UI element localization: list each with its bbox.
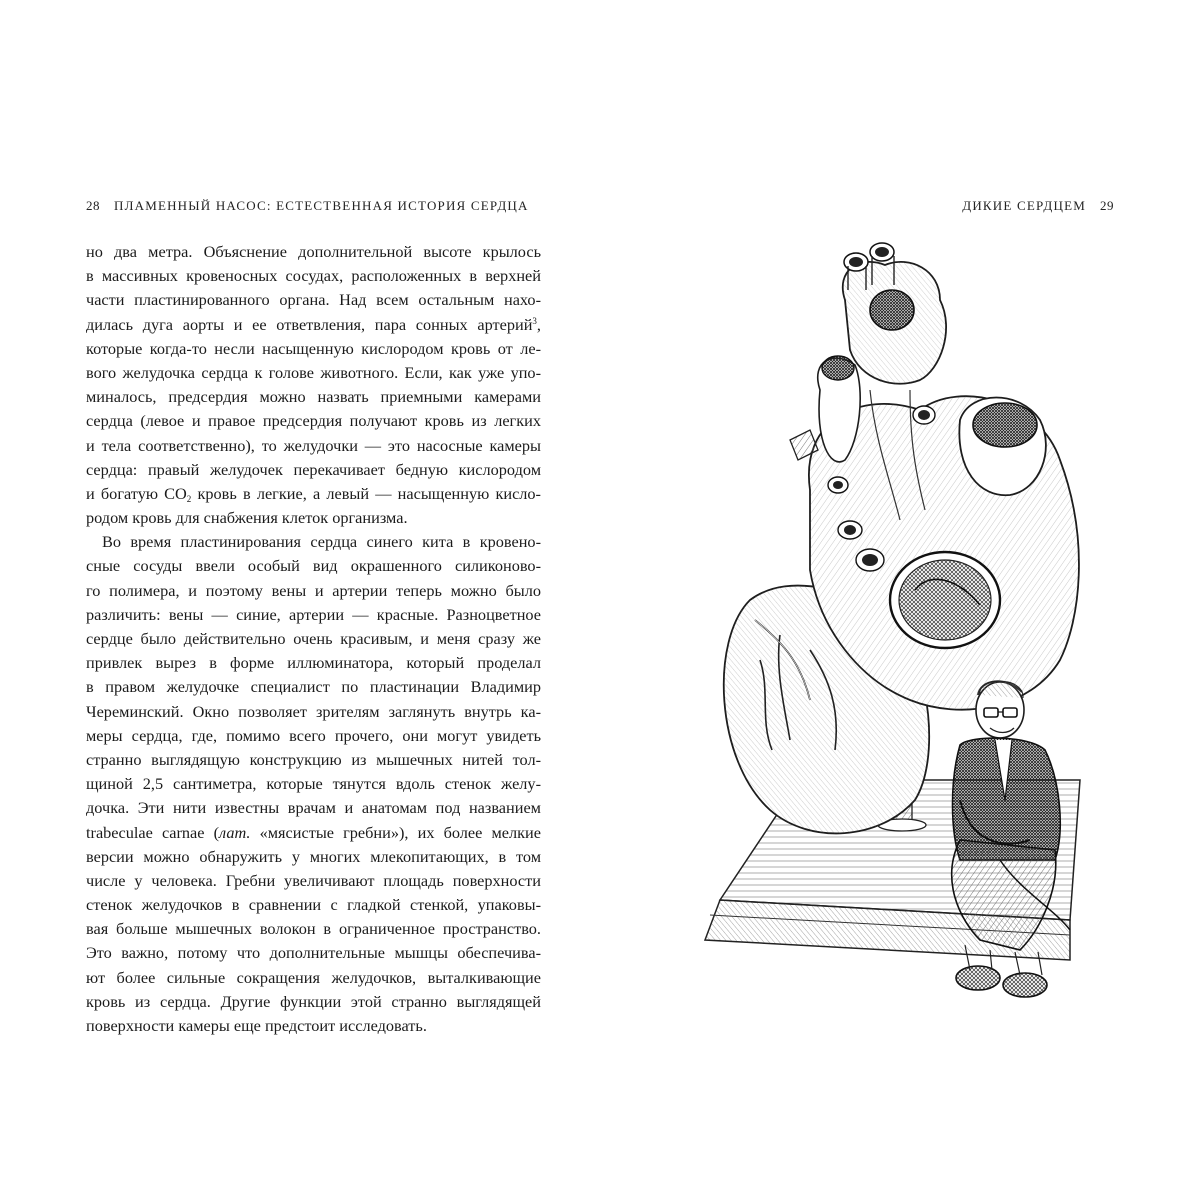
heart-illustration [660,240,1130,1010]
running-head-title-left: ПЛАМЕННЫЙ НАСОС: ЕСТЕСТВЕННАЯ ИСТОРИЯ СЕРДЦА [114,198,529,213]
text-line: которые когда-то несли насыщенную кислородом кровь от ле- [86,338,541,358]
text-line: числе у человека. Гребни увеличивают площадь поверхности [86,870,541,890]
italic-text: лат. [219,822,251,842]
text-line: в массивных кровеносных сосудах, расположенных в верхней [86,266,541,286]
text-fragment: дилась дуга аорты и ее ответвления, пара сонных артерий [86,314,533,334]
text-line: сердце было действительно очень красивым, и меня сразу же [86,629,541,648]
text-line: части пластинированного органа. Над всем остальным нахо- [86,290,541,310]
text-line: и тела соответственно), то желудочки — это насосные камеры [86,435,541,455]
text-line: но два метра. Объяснение дополнительной высоте крылось [86,242,541,261]
text-line: меры сердца, где, помимо всего прочего, они могут увидеть [86,725,541,745]
text-line: сные сосуды ввели особый вид окрашенного силиконово- [86,556,541,576]
running-head-title-right: ДИКИЕ СЕРДЦЕМ [962,198,1086,213]
running-head-left [86,198,529,214]
text-line: щиной 2,5 сантиметра, которые тянутся вдоль стенок желу- [86,774,541,794]
text-line: миналось, предсердия можно назвать приемными камерами [86,387,541,407]
footnote-ref: 3 [532,315,537,326]
text-line: го полимера, и поэтому вены и артерии теперь можно было [86,580,541,600]
text-fragment: и богатую СО [86,483,187,503]
text-line: различить: вены — синие, артерии — красные. Разноцветное [86,604,541,624]
text-line: поверхности камеры еще предстоит исследовать. [86,1016,427,1035]
text-line: вая больше мышечных волокон в ограниченное пространство. [86,919,541,939]
text-line: вого желудочка сердца к голове животного. Если, как уже упо- [86,362,541,382]
text-line: дочка. Эти нити известны врачам и анатомам под названием [86,798,541,818]
text-line: сердца: правый желудочек перекачивает бедную кислородом [86,459,541,479]
running-head-right [962,198,1114,214]
text-line: Это важно, потому что дополнительные мышцы обеспечива- [86,943,541,963]
text-line: кровь из сердца. Другие функции этой странно выглядящей [86,991,541,1011]
page-number-right: 29 [1100,198,1114,213]
text-fragment: trabeculae carnae ( [86,822,220,842]
text-line: странно выглядящую конструкцию из мышечных нитей тол- [86,749,541,769]
text-line [86,821,541,845]
page-number-left: 28 [86,198,100,213]
text-line [86,482,541,506]
subscript: 2 [186,493,192,504]
text-fragment: «мясистые гребни»), их более мелкие [250,822,541,842]
text-line: привлек вырез в форме иллюминатора, который проделал [86,653,541,673]
text-line: Череминский. Окно позволяет зрителям заглянуть внутрь ка- [86,701,541,721]
text-line: родом кровь для снабжения клеток организма. [86,508,408,528]
text-line: стенок желудочков в сравнении с гладкой стенкой, упаковы- [86,895,541,915]
text-line: сердца (левое и правое предсердия получают кровь из легких [86,411,541,431]
body-text [86,240,541,1038]
text-line: в правом желудочке специалист по пластинации Владимир [86,677,541,697]
text-line: Во время пластинирования сердца синего кита в кровено- [102,532,541,552]
text-line: дилась дуга аорты и ее ответвления, пара сонных артерий$^3$, [86,314,541,334]
text-line: версии можно обнаружить у многих млекопитающих, в том [86,846,541,866]
text-line: ют более сильные сокращения желудочков, выталкивающие [86,967,541,987]
text-fragment: кровь в легкие, а левый — насыщенную кисло- [191,483,541,503]
